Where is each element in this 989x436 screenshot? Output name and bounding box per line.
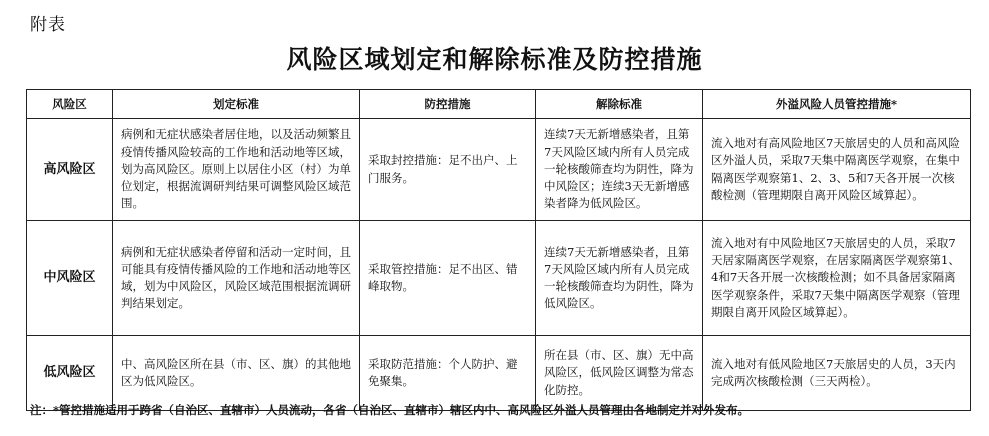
zone-cell: 低风险区 [27, 336, 113, 411]
measures-cell: 采取防范措施：个人防护、避免聚集。 [360, 336, 536, 411]
table-row-high-risk [27, 119, 971, 221]
zone-cell: 高风险区 [27, 119, 113, 221]
release-cell: 连续7天无新增感染者，且第7天风险区域内所有人员完成一轮核酸筛查均为阴性，降为中风险区；连续3天无新增感染者降为低风险区。 [536, 119, 703, 221]
table-row-medium-risk [27, 221, 971, 336]
outflow-cell: 流入地对有中风险地区7天旅居史的人员，采取7天居家隔离医学观察，在居家隔离医学观察第1、4和7天各开展一次核酸检测；如不具备居家隔离医学观察条件，采取7天集中隔离医学观察（管理期限自离开风险区域算起）。 [703, 221, 971, 336]
table-row-low-risk [27, 336, 971, 411]
table-header-row [27, 90, 971, 119]
header-criteria: 划定标准 [113, 90, 360, 119]
measures-cell: 采取封控措施：足不出户、上门服务。 [360, 119, 536, 221]
header-release: 解除标准 [536, 90, 703, 119]
measures-cell: 采取管控措施：足不出区、错峰取物。 [360, 221, 536, 336]
footnote: 注：*管控措施适用于跨省（自治区、直辖市）人员流动，各省（自治区、直辖市）辖区内中、高风险区外溢人员管理由各地制定并对外发布。 [30, 403, 750, 417]
appendix-label: 附表 [30, 15, 66, 35]
header-measures: 防控措施 [360, 90, 536, 119]
header-outflow: 外溢风险人员管控措施* [703, 90, 971, 119]
zone-cell: 中风险区 [27, 221, 113, 336]
outflow-cell: 流入地对有低风险地区7天旅居史的人员，3天内完成两次核酸检测（三天两检）。 [703, 336, 971, 411]
document-title: 风险区域划定和解除标准及防控措施 [286, 45, 703, 74]
risk-zone-table [26, 89, 971, 411]
criteria-cell: 中、高风险区所在县（市、区、旗）的其他地区为低风险区。 [113, 336, 360, 411]
criteria-cell: 病例和无症状感染者居住地，以及活动频繁且疫情传播风险较高的工作地和活动地等区域，划为高风险区。原则上以居住小区（村）为单位划定，根据流调研判结果可调整风险区域范围。 [113, 119, 360, 221]
release-cell: 连续7天无新增感染者，且第7天风险区域内所有人员完成一轮核酸筛查均为阴性，降为低风险区。 [536, 221, 703, 336]
release-cell: 所在县（市、区、旗）无中高风险区，低风险区调整为常态化防控。 [536, 336, 703, 411]
header-zone: 风险区 [27, 90, 113, 119]
criteria-cell: 病例和无症状感染者停留和活动一定时间，且可能具有疫情传播风险的工作地和活动地等区域，划为中风险区，风险区域范围根据流调研判结果划定。 [113, 221, 360, 336]
outflow-cell: 流入地对有高风险地区7天旅居史的人员和高风险区外溢人员，采取7天集中隔离医学观察，在集中隔离医学观察第1、2、3、5和7天各开展一次核酸检测（管理期限自离开风险区域算起）。 [703, 119, 971, 221]
